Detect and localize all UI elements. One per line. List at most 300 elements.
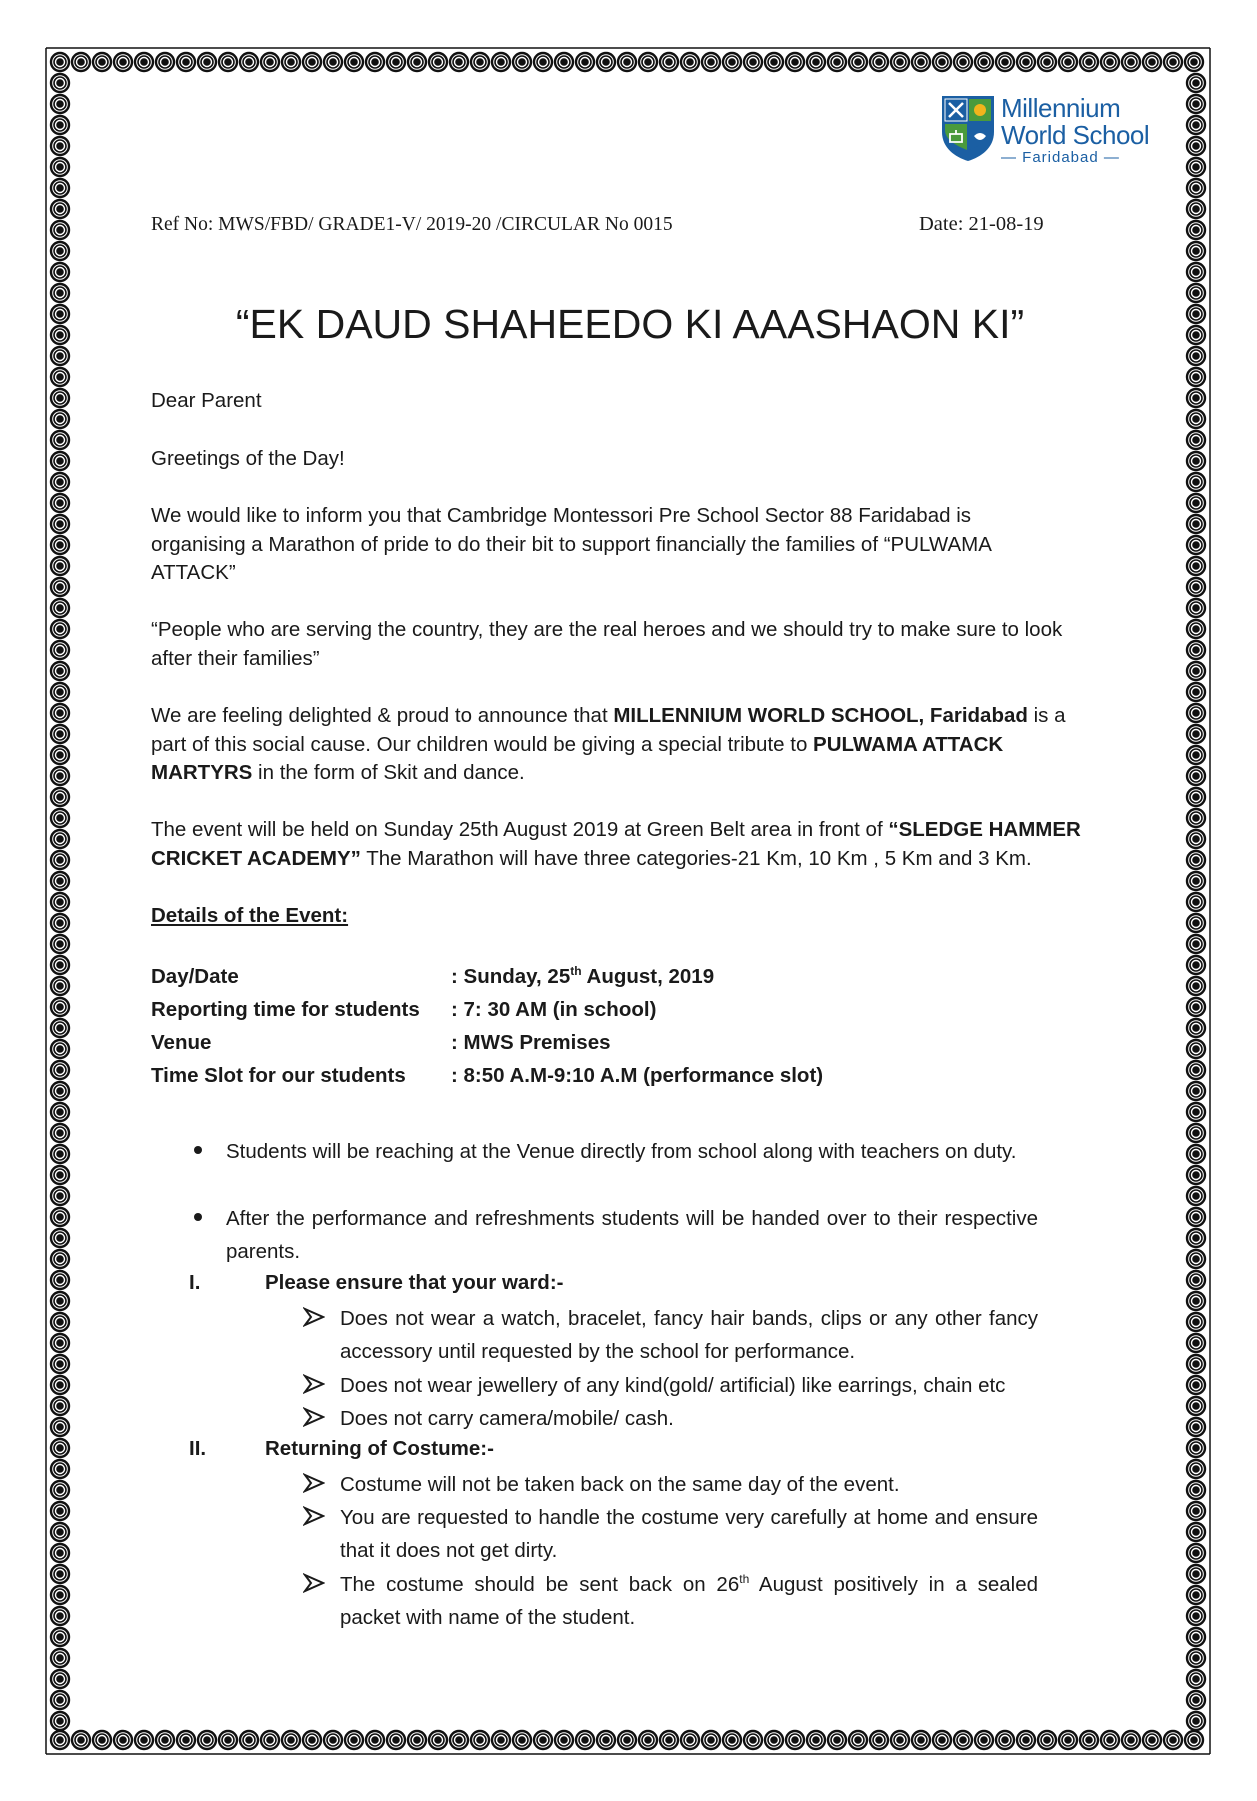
details-value-post: August, 2019 xyxy=(581,965,715,988)
border-ornament xyxy=(366,1731,384,1749)
border-ornament xyxy=(261,1731,279,1749)
border-ornament xyxy=(513,53,531,71)
border-ornament xyxy=(240,53,258,71)
list-item-text: Does not wear a watch, bracelet, fancy hair bands, clips or any other fancy accessory until requested by the school for performance. xyxy=(340,1307,1038,1363)
border-ornament xyxy=(51,179,69,197)
border-ornament xyxy=(51,1691,69,1709)
list-item-text-post: August positively in a sealed packet with name of the student. xyxy=(340,1573,1038,1629)
list-item-text-sup: th xyxy=(739,1572,750,1587)
border-ornament xyxy=(1187,74,1205,92)
details-label: Venue xyxy=(151,1031,212,1054)
border-ornament xyxy=(870,1731,888,1749)
border-ornament xyxy=(51,452,69,470)
border-ornament xyxy=(51,242,69,260)
border-ornament xyxy=(1187,1586,1205,1604)
border-ornament xyxy=(1187,1544,1205,1562)
school-logo xyxy=(939,94,1149,164)
border-ornament xyxy=(1017,53,1035,71)
border-ornament xyxy=(1187,116,1205,134)
border-ornament xyxy=(1017,1731,1035,1749)
border-ornament xyxy=(1187,1355,1205,1373)
border-ornament xyxy=(681,53,699,71)
border-ornament xyxy=(1038,1731,1056,1749)
border-ornament xyxy=(366,53,384,71)
border-ornament xyxy=(1038,53,1056,71)
border-ornament xyxy=(1187,1271,1205,1289)
border-ornament xyxy=(1187,1418,1205,1436)
border-ornament xyxy=(597,1731,615,1749)
border-ornament xyxy=(1080,1731,1098,1749)
border-ornament xyxy=(1187,557,1205,575)
border-ornament xyxy=(1187,200,1205,218)
border-ornament xyxy=(51,1731,69,1749)
border-ornament xyxy=(51,788,69,806)
border-ornament xyxy=(1143,1731,1161,1749)
border-ornament xyxy=(51,956,69,974)
border-ornament xyxy=(786,53,804,71)
border-ornament xyxy=(51,1649,69,1667)
border-ornament xyxy=(51,137,69,155)
border-ornament xyxy=(492,1731,510,1749)
details-value-text: : Sunday, 25 xyxy=(451,965,571,988)
border-ornament xyxy=(219,1731,237,1749)
border-ornament xyxy=(1187,872,1205,890)
border-ornament xyxy=(51,851,69,869)
border-ornament xyxy=(1187,788,1205,806)
border-ornament xyxy=(51,1124,69,1142)
border-ornament xyxy=(513,1731,531,1749)
border-ornament xyxy=(618,53,636,71)
venue-academy-bold: “SLEDGE HAMMER CRICKET ACADEMY” xyxy=(151,818,1081,870)
border-ornament xyxy=(1187,347,1205,365)
border-ornament xyxy=(51,515,69,533)
border-ornament xyxy=(1187,830,1205,848)
border-ornament xyxy=(954,53,972,71)
border-ornament xyxy=(1187,515,1205,533)
border-ornament xyxy=(1187,746,1205,764)
border-ornament xyxy=(828,1731,846,1749)
border-ornament xyxy=(1187,914,1205,932)
border-ornament xyxy=(51,1712,69,1730)
border-ornament xyxy=(51,1208,69,1226)
border-ornament xyxy=(765,1731,783,1749)
border-ornament xyxy=(51,1628,69,1646)
border-ornament xyxy=(177,53,195,71)
border-ornament xyxy=(51,1187,69,1205)
border-ornament xyxy=(198,1731,216,1749)
border-ornament xyxy=(1187,494,1205,512)
border-ornament xyxy=(51,347,69,365)
school-crest-icon xyxy=(939,94,997,162)
border-ornament xyxy=(51,74,69,92)
border-ornament xyxy=(51,746,69,764)
border-ornament xyxy=(1187,809,1205,827)
border-ornament xyxy=(51,1439,69,1457)
border-ornament xyxy=(849,1731,867,1749)
arrow-bullet-icon xyxy=(303,1573,325,1593)
border-ornament xyxy=(51,1355,69,1373)
border-ornament xyxy=(1187,179,1205,197)
border-ornament xyxy=(912,1731,930,1749)
border-ornament xyxy=(51,935,69,953)
paragraph-event xyxy=(151,816,1101,873)
border-ornament xyxy=(51,1670,69,1688)
border-ornament xyxy=(51,1376,69,1394)
border-ornament xyxy=(1187,662,1205,680)
border-ornament xyxy=(723,53,741,71)
border-ornament xyxy=(51,116,69,134)
section-numeral: II. xyxy=(189,1437,207,1460)
border-ornament xyxy=(1187,956,1205,974)
section-heading: Please ensure that your ward:- xyxy=(265,1271,564,1294)
border-ornament xyxy=(72,1731,90,1749)
border-ornament xyxy=(1185,1731,1203,1749)
bullet-text: Students will be reaching at the Venue directly from school along with teachers on duty. xyxy=(226,1140,1017,1163)
border-ornament xyxy=(261,53,279,71)
details-label: Day/Date xyxy=(151,965,239,988)
border-ornament xyxy=(933,53,951,71)
border-ornament xyxy=(1187,1691,1205,1709)
logo-name-line2: World School xyxy=(1001,120,1150,150)
logo-place: — Faridabad — xyxy=(1001,149,1120,166)
border-ornament xyxy=(51,368,69,386)
border-ornament xyxy=(1059,53,1077,71)
border-ornament xyxy=(954,1731,972,1749)
list-item-text-pre: The costume should be sent back on 26 xyxy=(340,1573,740,1596)
border-ornament xyxy=(765,53,783,71)
border-ornament xyxy=(198,53,216,71)
border-ornament xyxy=(51,389,69,407)
border-ornament xyxy=(996,1731,1014,1749)
border-ornament xyxy=(450,1731,468,1749)
paragraph-announcement xyxy=(151,702,1076,788)
border-ornament xyxy=(51,1460,69,1478)
border-ornament xyxy=(324,53,342,71)
border-ornament xyxy=(51,410,69,428)
paragraph-quote: “People who are serving the country, they are the real heroes and we should try to make sure to look after their families” xyxy=(151,618,1063,670)
border-ornament xyxy=(51,1250,69,1268)
border-ornament xyxy=(1164,53,1182,71)
border-ornament xyxy=(660,1731,678,1749)
border-ornament xyxy=(303,1731,321,1749)
border-ornament xyxy=(1187,410,1205,428)
border-ornament xyxy=(51,536,69,554)
border-ornament xyxy=(135,53,153,71)
border-ornament xyxy=(51,284,69,302)
border-ornament xyxy=(51,1565,69,1583)
details-value-sup: th xyxy=(570,964,582,979)
border-ornament xyxy=(51,1523,69,1541)
border-ornament xyxy=(1080,53,1098,71)
border-ornament xyxy=(51,1061,69,1079)
border-ornament xyxy=(492,53,510,71)
border-ornament xyxy=(282,53,300,71)
border-ornament xyxy=(1187,1166,1205,1184)
bullet-text: After the performance and refreshments students will be handed over to their respective parents. xyxy=(226,1207,1038,1263)
border-ornament xyxy=(156,53,174,71)
border-ornament xyxy=(51,998,69,1016)
border-ornament xyxy=(471,1731,489,1749)
border-ornament xyxy=(1187,1040,1205,1058)
border-ornament xyxy=(1187,1229,1205,1247)
border-ornament xyxy=(1187,1103,1205,1121)
border-ornament xyxy=(51,809,69,827)
details-value xyxy=(451,965,714,989)
border-ornament xyxy=(1187,326,1205,344)
border-ornament xyxy=(1122,53,1140,71)
border-ornament xyxy=(1101,1731,1119,1749)
border-ornament xyxy=(51,1166,69,1184)
border-ornament xyxy=(114,1731,132,1749)
border-ornament xyxy=(1187,725,1205,743)
details-heading: Details of the Event: xyxy=(151,904,349,927)
border-ornament xyxy=(1185,53,1203,71)
details-label: Time Slot for our students xyxy=(151,1064,406,1087)
border-ornament xyxy=(1187,1712,1205,1730)
list-item-text: Does not wear jewellery of any kind(gold/ artificial) like earrings, chain etc xyxy=(340,1374,1006,1397)
border-ornament xyxy=(93,53,111,71)
border-ornament xyxy=(51,893,69,911)
border-ornament xyxy=(51,53,69,71)
border-ornament xyxy=(471,53,489,71)
border-ornament xyxy=(1187,1439,1205,1457)
border-ornament xyxy=(51,1145,69,1163)
border-ornament xyxy=(744,53,762,71)
border-ornament xyxy=(1164,1731,1182,1749)
announcement-text-e: in the form of Skit and dance. xyxy=(252,761,525,784)
border-ornament xyxy=(681,1731,699,1749)
border-ornament xyxy=(51,305,69,323)
details-value: : 7: 30 AM (in school) xyxy=(451,998,657,1021)
border-ornament xyxy=(51,1082,69,1100)
border-ornament xyxy=(51,494,69,512)
border-ornament xyxy=(1187,1145,1205,1163)
border-ornament xyxy=(828,53,846,71)
border-ornament xyxy=(51,1607,69,1625)
border-ornament xyxy=(51,725,69,743)
section-numeral: I. xyxy=(189,1271,201,1294)
border-ornament xyxy=(891,53,909,71)
border-ornament xyxy=(114,53,132,71)
bullet-icon xyxy=(194,1213,202,1221)
border-ornament xyxy=(51,95,69,113)
border-ornament xyxy=(555,1731,573,1749)
border-ornament xyxy=(1187,1061,1205,1079)
border-ornament xyxy=(429,1731,447,1749)
arrow-bullet-icon xyxy=(303,1307,325,1327)
border-ornament xyxy=(51,1544,69,1562)
border-ornament xyxy=(51,431,69,449)
border-ornament xyxy=(51,578,69,596)
border-ornament xyxy=(1187,536,1205,554)
border-ornament xyxy=(51,1271,69,1289)
border-ornament xyxy=(1187,1649,1205,1667)
border-ornament xyxy=(1187,305,1205,323)
border-ornament xyxy=(51,473,69,491)
border-ornament xyxy=(51,599,69,617)
salutation: Dear Parent xyxy=(151,389,262,412)
border-ornament xyxy=(1187,599,1205,617)
border-ornament xyxy=(1187,1670,1205,1688)
border-ornament xyxy=(975,1731,993,1749)
border-ornament xyxy=(51,1040,69,1058)
border-ornament xyxy=(618,1731,636,1749)
border-ornament xyxy=(1187,641,1205,659)
border-ornament xyxy=(576,1731,594,1749)
border-ornament xyxy=(1187,137,1205,155)
list-item-text: You are requested to handle the costume very carefully at home and ensure that it does not get dirty. xyxy=(340,1506,1038,1562)
border-ornament xyxy=(639,53,657,71)
arrow-bullet-icon xyxy=(303,1374,325,1394)
border-ornament xyxy=(1187,1502,1205,1520)
bullet-icon xyxy=(194,1146,202,1154)
border-ornament xyxy=(1187,452,1205,470)
border-ornament xyxy=(576,53,594,71)
border-ornament xyxy=(702,1731,720,1749)
border-ornament xyxy=(1187,620,1205,638)
border-ornament xyxy=(450,53,468,71)
school-name-bold: MILLENNIUM WORLD SCHOOL, Faridabad xyxy=(613,704,1028,727)
logo-name-line1: Millennium xyxy=(1001,93,1121,123)
border-ornament xyxy=(51,158,69,176)
border-ornament xyxy=(912,53,930,71)
border-ornament xyxy=(1187,221,1205,239)
border-ornament xyxy=(1187,578,1205,596)
border-ornament xyxy=(51,914,69,932)
border-ornament xyxy=(72,53,90,71)
border-ornament xyxy=(1187,473,1205,491)
border-ornament xyxy=(1187,389,1205,407)
border-ornament xyxy=(51,641,69,659)
announcement-text-c: is a part of this social cause. Our children would be giving a special tribute to xyxy=(151,704,1066,756)
border-ornament xyxy=(534,53,552,71)
border-ornament xyxy=(303,53,321,71)
arrow-bullet-icon xyxy=(303,1407,325,1427)
page-title: “EK DAUD SHAHEEDO KI AAASHAON KI” xyxy=(235,301,1025,347)
border-ornament xyxy=(51,1481,69,1499)
greeting: Greetings of the Day! xyxy=(151,447,345,470)
border-ornament xyxy=(51,1418,69,1436)
border-ornament xyxy=(345,1731,363,1749)
border-ornament xyxy=(1187,1208,1205,1226)
border-ornament xyxy=(408,53,426,71)
border-ornament xyxy=(51,872,69,890)
details-label: Reporting time for students xyxy=(151,998,420,1021)
border-ornament xyxy=(807,53,825,71)
border-ornament xyxy=(1187,1019,1205,1037)
circular-date: Date: 21-08-19 xyxy=(919,213,1044,235)
border-ornament xyxy=(744,1731,762,1749)
border-ornament xyxy=(1187,284,1205,302)
border-ornament xyxy=(597,53,615,71)
details-value: : MWS Premises xyxy=(451,1031,611,1054)
border-ornament xyxy=(51,1502,69,1520)
border-ornament xyxy=(1187,935,1205,953)
border-ornament xyxy=(1187,368,1205,386)
border-ornament xyxy=(51,767,69,785)
border-ornament xyxy=(156,1731,174,1749)
border-ornament xyxy=(1059,1731,1077,1749)
border-ornament xyxy=(51,1334,69,1352)
border-ornament xyxy=(1187,95,1205,113)
border-ornament xyxy=(51,1586,69,1604)
border-ornament xyxy=(51,221,69,239)
border-ornament xyxy=(1187,242,1205,260)
border-ornament xyxy=(1187,998,1205,1016)
border-ornament xyxy=(1187,1565,1205,1583)
border-ornament xyxy=(1187,1250,1205,1268)
border-ornament xyxy=(975,53,993,71)
border-ornament xyxy=(51,326,69,344)
martyrs-bold: PULWAMA ATTACK MARTYRS xyxy=(151,732,1004,784)
section-heading: Returning of Costume:- xyxy=(265,1437,494,1460)
border-ornament xyxy=(387,1731,405,1749)
border-ornament xyxy=(723,1731,741,1749)
border-ornament xyxy=(177,1731,195,1749)
border-ornament xyxy=(639,1731,657,1749)
border-ornament xyxy=(702,53,720,71)
border-ornament xyxy=(891,1731,909,1749)
border-ornament xyxy=(1187,1313,1205,1331)
border-ornament xyxy=(870,53,888,71)
ref-number: Ref No: MWS/FBD/ GRADE1-V/ 2019-20 /CIRCULAR No 0015 xyxy=(151,214,673,235)
border-ornament xyxy=(996,53,1014,71)
border-ornament xyxy=(1122,1731,1140,1749)
event-text-c: The Marathon will have three categories-21 Km, 10 Km , 5 Km and 3 Km. xyxy=(360,846,1032,870)
border-ornament xyxy=(1187,1082,1205,1100)
border-ornament xyxy=(1187,767,1205,785)
arrow-bullet-icon xyxy=(303,1473,325,1493)
border-ornament xyxy=(1187,158,1205,176)
border-ornament xyxy=(51,662,69,680)
border-ornament xyxy=(1187,1481,1205,1499)
border-ornament xyxy=(1187,263,1205,281)
border-ornament xyxy=(1187,1292,1205,1310)
border-ornament xyxy=(51,1103,69,1121)
border-ornament xyxy=(51,1292,69,1310)
border-ornament xyxy=(51,830,69,848)
border-ornament xyxy=(324,1731,342,1749)
border-ornament xyxy=(93,1731,111,1749)
border-ornament xyxy=(51,620,69,638)
border-ornament xyxy=(51,1229,69,1247)
announcement-text-a: We are feeling delighted & proud to announce that xyxy=(151,704,614,727)
border-ornament xyxy=(408,1731,426,1749)
border-ornament xyxy=(1187,977,1205,995)
border-ornament xyxy=(1187,1460,1205,1478)
border-ornament xyxy=(555,53,573,71)
border-ornament xyxy=(1187,431,1205,449)
border-ornament xyxy=(1143,53,1161,71)
border-ornament xyxy=(1187,1124,1205,1142)
paragraph-intro: We would like to inform you that Cambridge Montessori Pre School Sector 88 Faridabad is organising a Marathon of pride to do their bit to support financially the families of “PULWAMA ATTACK” xyxy=(151,504,991,584)
border-ornament xyxy=(534,1731,552,1749)
list-item-text xyxy=(340,1568,1038,1634)
border-ornament xyxy=(1187,1607,1205,1625)
border-ornament xyxy=(849,53,867,71)
border-ornament xyxy=(1187,704,1205,722)
border-ornament xyxy=(51,557,69,575)
border-ornament xyxy=(387,53,405,71)
border-ornament xyxy=(51,1397,69,1415)
border-ornament xyxy=(1187,683,1205,701)
border-ornament xyxy=(1187,1628,1205,1646)
border-ornament xyxy=(51,263,69,281)
border-ornament xyxy=(1187,1397,1205,1415)
border-ornament xyxy=(429,53,447,71)
event-text-a: The event will be held on Sunday 25th August 2019 at Green Belt area in front of xyxy=(151,818,889,841)
border-ornament xyxy=(1187,1334,1205,1352)
